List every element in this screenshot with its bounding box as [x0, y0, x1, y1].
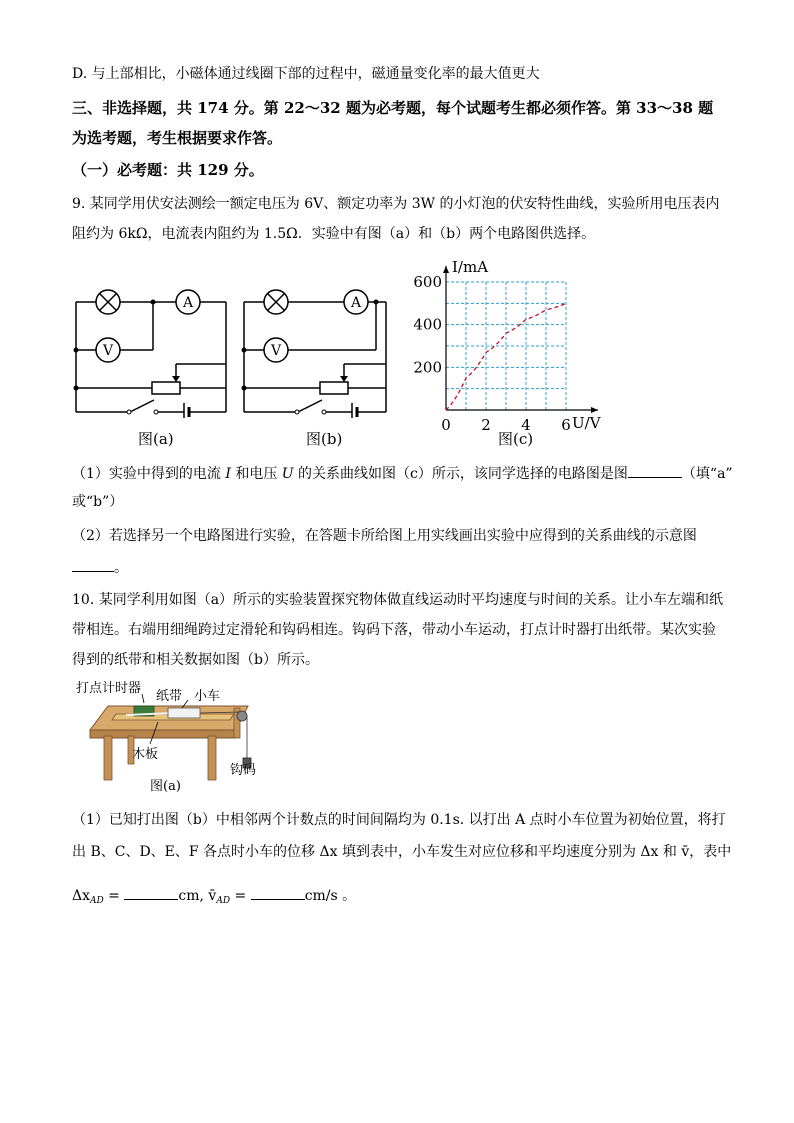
apparatus-fig-label: 图(a): [150, 779, 181, 794]
x-axis-label: U/V: [572, 414, 601, 432]
required-heading: （一）必考题：共 129 分。: [72, 161, 264, 179]
y-axis-arrow: [443, 266, 449, 273]
label-weight: 钩码: [230, 763, 257, 778]
v-ad-blank[interactable]: [251, 884, 305, 900]
iu-curve-chart: [408, 250, 613, 435]
q9-line2: 阻约为 6kΩ，电流表内阻约为 1.5Ω．实验中有图（a）和（b）两个电路图供选择。: [72, 226, 596, 242]
ammeter-label: A: [182, 295, 194, 311]
x-tick-label: 2: [481, 416, 491, 434]
fig-c-label: 图(c): [498, 430, 534, 448]
label-board: 木板: [132, 747, 159, 762]
section3-heading-line1: 三、非选择题，共 174 分。第 22～32 题为必考题，每个试题考生都必须作答。第 33～38 题: [72, 99, 714, 117]
q10-sub1-line1: （1）已知打出图（b）中相邻两个计数点的时间间隔均为 0.1s. 以打出 A 点时小车位置为初始位置，将打: [72, 812, 726, 828]
y-tick-label: 600: [413, 273, 442, 291]
delta-x-ad-blank[interactable]: [124, 884, 178, 900]
y-tick-label: 200: [413, 358, 442, 377]
q9-answer-blank-2[interactable]: [72, 556, 114, 572]
x-tick-label: 6: [561, 416, 571, 434]
y-axis-label: I/mA: [452, 258, 489, 276]
q9-sub2-line2: 。: [72, 556, 128, 578]
x-axis-arrow: [591, 407, 598, 413]
q9-sub1-line2: 或“b”）: [72, 494, 124, 510]
q10-line3: 得到的纸带和相关数据如图（b）所示。: [72, 652, 319, 668]
label-tape: 纸带: [156, 689, 183, 704]
fig-a-label: 图(a): [138, 430, 174, 448]
fig-b-label: 图(b): [306, 430, 343, 448]
apparatus-figure: [76, 678, 266, 798]
option-d: D. 与上部相比，小磁体通过线圈下部的过程中，磁通量变化率的最大值更大: [72, 66, 540, 82]
voltmeter-label: V: [102, 343, 114, 359]
q9-sub1-line1: （1）实验中得到的电流 I 和电压 U 的关系曲线如图（c）所示，该同学选择的电路图是图 （填“a”: [72, 462, 733, 484]
x-tick-label: 0: [441, 416, 451, 434]
circuit-a-figure: [68, 282, 238, 418]
q9-sub2-line1: （2）若选择另一个电路图进行实验，在答题卡所给图上用实线画出实验中应得到的关系曲线的示意图: [72, 528, 697, 544]
ammeter-label: A: [350, 295, 362, 311]
q10-line1: 10. 某同学利用如图（a）所示的实验装置探究物体做直线运动时平均速度与时间的关系。让小车左端和纸: [72, 592, 724, 608]
q9-line1: 9. 某同学用伏安法测绘一额定电压为 6V、额定功率为 3W 的小灯泡的伏安特性曲线，实验所用电压表内: [72, 196, 720, 212]
voltmeter-label: V: [270, 343, 282, 359]
circuit-b-figure: [236, 282, 406, 418]
q10-sub1-line3: $\Delta x_{AD}$ = cm, $v̄_{AD} = cm/s$ 。: [72, 884, 356, 911]
q10-sub1-line2: 出 B、C、D、E、F 各点时小车的位移 Δx 填到表中，小车发生对应位移和平均速度分别为 Δx 和 v̄，表中: [72, 844, 732, 860]
y-tick-label: 400: [413, 315, 442, 334]
q9-answer-blank-1[interactable]: [628, 462, 682, 478]
q10-line2: 带相连。右端用细绳跨过定滑轮和钩码相连。钩码下落，带动小车运动，打点计时器打出纸带。某次实验: [72, 622, 716, 638]
x-tick-label: 4: [521, 416, 531, 434]
label-timer: 打点计时器: [76, 681, 142, 696]
label-cart: 小车: [194, 689, 221, 704]
section3-heading-line2: 为选考题，考生根据要求作答。: [72, 129, 283, 147]
